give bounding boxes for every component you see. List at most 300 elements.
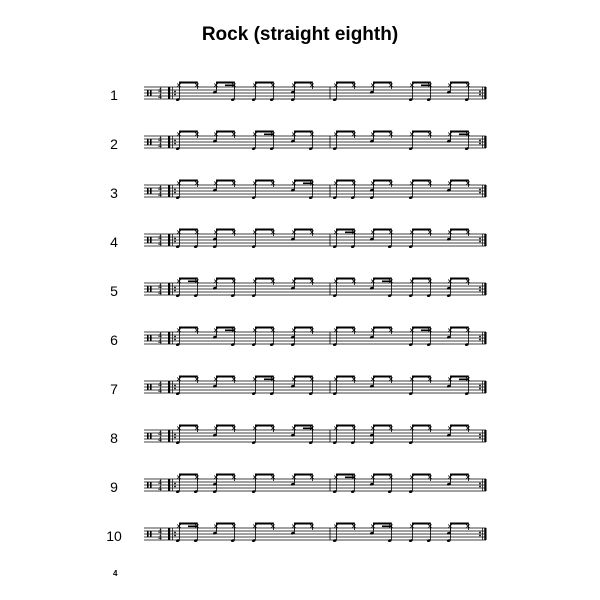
- note-beam: [294, 327, 313, 329]
- hihat-note: [466, 231, 469, 234]
- repeat-end-thick-bar: [484, 528, 486, 540]
- note-beam: [412, 474, 431, 476]
- note-beam: [216, 376, 235, 378]
- hihat-note: [271, 280, 274, 283]
- note-beam: [255, 229, 274, 231]
- hihat-note: [292, 476, 295, 479]
- note-beam: [450, 131, 469, 133]
- note-beam: [373, 229, 392, 231]
- time-signature-top: 4: [158, 331, 162, 340]
- hihat-note: [214, 476, 217, 479]
- repeat-dot: [174, 336, 176, 338]
- percussion-clef-icon: [147, 482, 149, 488]
- hihat-note: [292, 280, 295, 283]
- percussion-clef-icon: [150, 531, 152, 537]
- note-beam: [373, 180, 392, 182]
- hihat-note: [410, 427, 413, 430]
- note-beam: [294, 82, 313, 84]
- repeat-dot: [479, 437, 481, 439]
- repeat-start-thick-bar: [168, 528, 170, 540]
- note-beam: [294, 474, 313, 476]
- hihat-note: [428, 231, 431, 234]
- note-beam: [216, 523, 235, 525]
- hihat-note: [310, 378, 313, 381]
- time-signature-bottom: 4: [158, 533, 162, 542]
- percussion-clef-icon: [150, 237, 152, 243]
- note-beam: [216, 327, 235, 329]
- repeat-dot: [174, 91, 176, 93]
- percussion-clef-icon: [150, 286, 152, 292]
- hihat-note: [352, 182, 355, 185]
- note-beam: [255, 523, 274, 525]
- percussion-clef-icon: [150, 482, 152, 488]
- repeat-end-thick-bar: [484, 479, 486, 491]
- repeat-dot: [479, 486, 481, 488]
- hihat-note: [214, 231, 217, 234]
- hihat-note: [195, 476, 198, 479]
- hihat-note: [253, 182, 256, 185]
- hihat-note: [428, 525, 431, 528]
- time-signature-bottom: 4: [158, 484, 162, 493]
- repeat-dot: [479, 535, 481, 537]
- hihat-note: [389, 182, 392, 185]
- hihat-note: [448, 427, 451, 430]
- time-signature-top: 4: [158, 282, 162, 291]
- note-beam: [373, 474, 392, 476]
- exercise-row: [0, 521, 600, 561]
- hihat-note: [371, 133, 374, 136]
- time-signature-top: 4: [158, 478, 162, 487]
- note-beam: [336, 523, 355, 525]
- hihat-note: [195, 133, 198, 136]
- hihat-note: [334, 329, 337, 332]
- repeat-dot: [479, 290, 481, 292]
- repeat-dot: [174, 388, 176, 390]
- note-beam: [450, 278, 469, 280]
- repeat-start-thick-bar: [168, 381, 170, 393]
- hihat-note: [214, 329, 217, 332]
- percussion-clef-icon: [150, 433, 152, 439]
- percussion-clef-icon: [147, 139, 149, 145]
- hihat-note: [448, 280, 451, 283]
- hihat-note: [232, 378, 235, 381]
- percussion-clef-icon: [150, 90, 152, 96]
- percussion-clef-icon: [147, 384, 149, 390]
- note-beam: [216, 131, 235, 133]
- exercise-number: 4: [110, 234, 118, 250]
- note-beam: [450, 523, 469, 525]
- repeat-dot: [479, 140, 481, 142]
- hihat-note: [389, 133, 392, 136]
- repeat-dot: [479, 241, 481, 243]
- note-beam: [412, 229, 431, 231]
- hihat-note: [410, 525, 413, 528]
- hihat-note: [352, 280, 355, 283]
- note-beam: [216, 82, 235, 84]
- hihat-note: [466, 525, 469, 528]
- percussion-clef-icon: [147, 531, 149, 537]
- drum-staff: [140, 472, 492, 512]
- hihat-note: [371, 182, 374, 185]
- time-signature-bottom: 4: [158, 288, 162, 297]
- note-beam: [216, 180, 235, 182]
- note-beam: [179, 474, 198, 476]
- note-beam: [373, 278, 392, 280]
- note-beam: [216, 425, 235, 427]
- hihat-note: [371, 525, 374, 528]
- hihat-note: [232, 182, 235, 185]
- note-beam: [179, 82, 198, 84]
- note-beam: [216, 229, 235, 231]
- hihat-note: [214, 133, 217, 136]
- hihat-note: [310, 476, 313, 479]
- repeat-dot: [174, 437, 176, 439]
- note-beam: [373, 523, 392, 525]
- hihat-note: [371, 476, 374, 479]
- hihat-note: [271, 329, 274, 332]
- hihat-note: [232, 476, 235, 479]
- hihat-note: [466, 280, 469, 283]
- note-beam: [450, 425, 469, 427]
- repeat-dot: [174, 532, 176, 534]
- hihat-note: [410, 133, 413, 136]
- repeat-start-thick-bar: [168, 87, 170, 99]
- hihat-note: [448, 525, 451, 528]
- exercise-row: [0, 276, 600, 316]
- hihat-note: [466, 476, 469, 479]
- time-signature-bottom: 4: [158, 141, 162, 150]
- note-beam: [412, 131, 431, 133]
- note-beam: [255, 82, 274, 84]
- percussion-clef-icon: [147, 286, 149, 292]
- hihat-note: [371, 231, 374, 234]
- repeat-dot: [174, 189, 176, 191]
- note-beam: [373, 376, 392, 378]
- hihat-note: [195, 231, 198, 234]
- hihat-note: [271, 231, 274, 234]
- repeat-dot: [174, 143, 176, 145]
- time-signature-bottom: 4: [158, 386, 162, 395]
- hihat-note: [271, 476, 274, 479]
- note-beam: [412, 523, 431, 525]
- hihat-note: [292, 84, 295, 87]
- drum-staff: [140, 80, 492, 120]
- note-beam: [336, 180, 355, 182]
- drum-staff: [140, 129, 492, 169]
- exercise-number: 9: [110, 479, 118, 495]
- repeat-dot: [174, 94, 176, 96]
- hihat-note: [428, 476, 431, 479]
- exercise-row: [0, 374, 600, 414]
- hihat-note: [389, 84, 392, 87]
- hihat-note: [352, 133, 355, 136]
- hihat-note: [334, 231, 337, 234]
- repeat-dot: [479, 385, 481, 387]
- percussion-clef-icon: [147, 433, 149, 439]
- hihat-note: [410, 182, 413, 185]
- hihat-note: [310, 280, 313, 283]
- hihat-note: [371, 329, 374, 332]
- repeat-dot: [174, 290, 176, 292]
- hihat-note: [466, 84, 469, 87]
- hihat-note: [253, 378, 256, 381]
- hihat-note: [195, 84, 198, 87]
- hihat-note: [334, 378, 337, 381]
- note-beam: [179, 229, 198, 231]
- note-beam: [255, 327, 274, 329]
- drum-staff: [140, 374, 492, 414]
- repeat-dot: [174, 287, 176, 289]
- exercise-row: [0, 227, 600, 267]
- repeat-end-thick-bar: [484, 381, 486, 393]
- repeat-start-thick-bar: [168, 185, 170, 197]
- time-signature-bottom: 4: [158, 92, 162, 101]
- time-signature-top: 4: [158, 184, 162, 193]
- note-beam: [294, 180, 313, 182]
- repeat-dot: [479, 483, 481, 485]
- hihat-note: [253, 280, 256, 283]
- note-beam: [373, 82, 392, 84]
- hihat-note: [428, 280, 431, 283]
- hihat-note: [310, 133, 313, 136]
- hihat-note: [334, 133, 337, 136]
- repeat-dot: [479, 287, 481, 289]
- hihat-note: [448, 476, 451, 479]
- hihat-note: [310, 231, 313, 234]
- hihat-note: [448, 231, 451, 234]
- hihat-note: [389, 231, 392, 234]
- exercise-number: 6: [110, 332, 118, 348]
- hihat-note: [271, 525, 274, 528]
- hihat-note: [177, 525, 180, 528]
- percussion-clef-icon: [147, 335, 149, 341]
- repeat-start-thick-bar: [168, 136, 170, 148]
- drum-staff: [140, 227, 492, 267]
- hihat-note: [334, 182, 337, 185]
- hihat-note: [271, 427, 274, 430]
- hihat-note: [292, 133, 295, 136]
- hihat-note: [195, 182, 198, 185]
- repeat-start-thick-bar: [168, 430, 170, 442]
- repeat-start-thick-bar: [168, 283, 170, 295]
- hihat-note: [292, 329, 295, 332]
- repeat-end-thick-bar: [484, 136, 486, 148]
- drum-staff: [140, 423, 492, 463]
- hihat-note: [177, 280, 180, 283]
- hihat-note: [214, 182, 217, 185]
- note-beam: [255, 278, 274, 280]
- hihat-note: [448, 133, 451, 136]
- exercise-number: 2: [110, 136, 118, 152]
- hihat-note: [466, 427, 469, 430]
- hihat-note: [253, 525, 256, 528]
- hihat-note: [177, 182, 180, 185]
- note-beam: [294, 425, 313, 427]
- percussion-clef-icon: [150, 139, 152, 145]
- hihat-note: [352, 427, 355, 430]
- hihat-note: [195, 427, 198, 430]
- exercise-number: 7: [110, 381, 118, 397]
- hihat-note: [428, 427, 431, 430]
- hihat-note: [177, 378, 180, 381]
- time-signature-bottom: 4: [158, 190, 162, 199]
- hihat-note: [334, 525, 337, 528]
- hihat-note: [292, 525, 295, 528]
- hihat-note: [389, 427, 392, 430]
- hihat-note: [310, 525, 313, 528]
- time-signature-top: 4: [158, 233, 162, 242]
- note-beam: [179, 278, 198, 280]
- repeat-dot: [479, 143, 481, 145]
- repeat-start-thick-bar: [168, 234, 170, 246]
- note-beam: [255, 180, 274, 182]
- page-title: Rock (straight eighth): [201, 24, 399, 45]
- hihat-note: [448, 182, 451, 185]
- hihat-note: [428, 378, 431, 381]
- hihat-note: [428, 182, 431, 185]
- note-beam: [450, 229, 469, 231]
- time-signature-top: 4: [158, 135, 162, 144]
- repeat-dot: [174, 339, 176, 341]
- hihat-note: [292, 427, 295, 430]
- hihat-note: [214, 378, 217, 381]
- note-beam: [412, 82, 431, 84]
- note-beam: [336, 327, 355, 329]
- hihat-note: [310, 329, 313, 332]
- hihat-note: [428, 133, 431, 136]
- drum-staff: [140, 521, 492, 561]
- hihat-note: [334, 84, 337, 87]
- repeat-dot: [479, 336, 481, 338]
- hihat-note: [214, 525, 217, 528]
- repeat-dot: [174, 434, 176, 436]
- repeat-end-thick-bar: [484, 87, 486, 99]
- note-beam: [450, 327, 469, 329]
- note-beam: [336, 131, 355, 133]
- note-beam: [179, 131, 198, 133]
- repeat-dot: [174, 483, 176, 485]
- hihat-note: [214, 427, 217, 430]
- repeat-dot: [174, 238, 176, 240]
- hihat-note: [195, 329, 198, 332]
- hihat-note: [410, 231, 413, 234]
- hihat-note: [352, 378, 355, 381]
- note-beam: [450, 82, 469, 84]
- note-beam: [336, 82, 355, 84]
- note-beam: [412, 376, 431, 378]
- repeat-dot: [174, 192, 176, 194]
- hihat-note: [371, 84, 374, 87]
- time-signature-top: 4: [158, 380, 162, 389]
- repeat-dot: [479, 388, 481, 390]
- hihat-note: [214, 280, 217, 283]
- hihat-note: [253, 427, 256, 430]
- note-beam: [179, 523, 198, 525]
- hihat-note: [389, 329, 392, 332]
- repeat-dot: [479, 434, 481, 436]
- repeat-dot: [479, 91, 481, 93]
- hihat-note: [271, 84, 274, 87]
- exercise-row: [0, 423, 600, 463]
- hihat-note: [310, 84, 313, 87]
- exercise-number: 10: [106, 528, 122, 544]
- note-beam: [336, 474, 355, 476]
- repeat-end-thick-bar: [484, 332, 486, 344]
- percussion-clef-icon: [150, 335, 152, 341]
- hihat-note: [232, 133, 235, 136]
- repeat-dot: [479, 94, 481, 96]
- percussion-clef-icon: [147, 90, 149, 96]
- note-beam: [294, 229, 313, 231]
- hihat-note: [177, 476, 180, 479]
- note-beam: [216, 474, 235, 476]
- repeat-dot: [479, 189, 481, 191]
- time-signature-top: 4: [158, 527, 162, 536]
- drum-staff: [140, 276, 492, 316]
- hihat-note: [352, 525, 355, 528]
- exercise-row: [0, 178, 600, 218]
- hihat-note: [466, 329, 469, 332]
- hihat-note: [466, 182, 469, 185]
- repeat-dot: [479, 532, 481, 534]
- hihat-note: [195, 378, 198, 381]
- repeat-dot: [479, 192, 481, 194]
- note-beam: [255, 425, 274, 427]
- note-beam: [373, 327, 392, 329]
- hihat-note: [410, 329, 413, 332]
- hihat-note: [177, 133, 180, 136]
- hihat-note: [292, 182, 295, 185]
- drum-staff: [140, 178, 492, 218]
- note-beam: [255, 131, 274, 133]
- repeat-dot: [174, 535, 176, 537]
- exercise-row: [0, 472, 600, 512]
- hihat-note: [271, 182, 274, 185]
- note-beam: [255, 474, 274, 476]
- hihat-note: [334, 476, 337, 479]
- time-signature-bottom: 4: [158, 337, 162, 346]
- note-beam: [412, 425, 431, 427]
- time-signature-bottom: 4: [158, 435, 162, 444]
- hihat-note: [371, 378, 374, 381]
- exercise-number: 1: [110, 87, 118, 103]
- hihat-note: [253, 231, 256, 234]
- hihat-note: [214, 84, 217, 87]
- hihat-note: [232, 525, 235, 528]
- repeat-start-thick-bar: [168, 332, 170, 344]
- note-beam: [450, 474, 469, 476]
- note-beam: [179, 180, 198, 182]
- note-beam: [179, 376, 198, 378]
- note-beam: [294, 523, 313, 525]
- hihat-note: [389, 476, 392, 479]
- note-beam: [450, 376, 469, 378]
- hihat-note: [410, 378, 413, 381]
- note-beam: [373, 131, 392, 133]
- repeat-dot: [174, 486, 176, 488]
- percussion-clef-icon: [147, 188, 149, 194]
- hihat-note: [253, 84, 256, 87]
- page-number: 4: [113, 569, 118, 578]
- time-signature-top: 4: [158, 429, 162, 438]
- note-beam: [412, 327, 431, 329]
- hihat-note: [177, 231, 180, 234]
- hihat-note: [292, 231, 295, 234]
- repeat-start-thick-bar: [168, 479, 170, 491]
- exercise-row: [0, 325, 600, 365]
- exercise-row: [0, 129, 600, 169]
- hihat-note: [448, 329, 451, 332]
